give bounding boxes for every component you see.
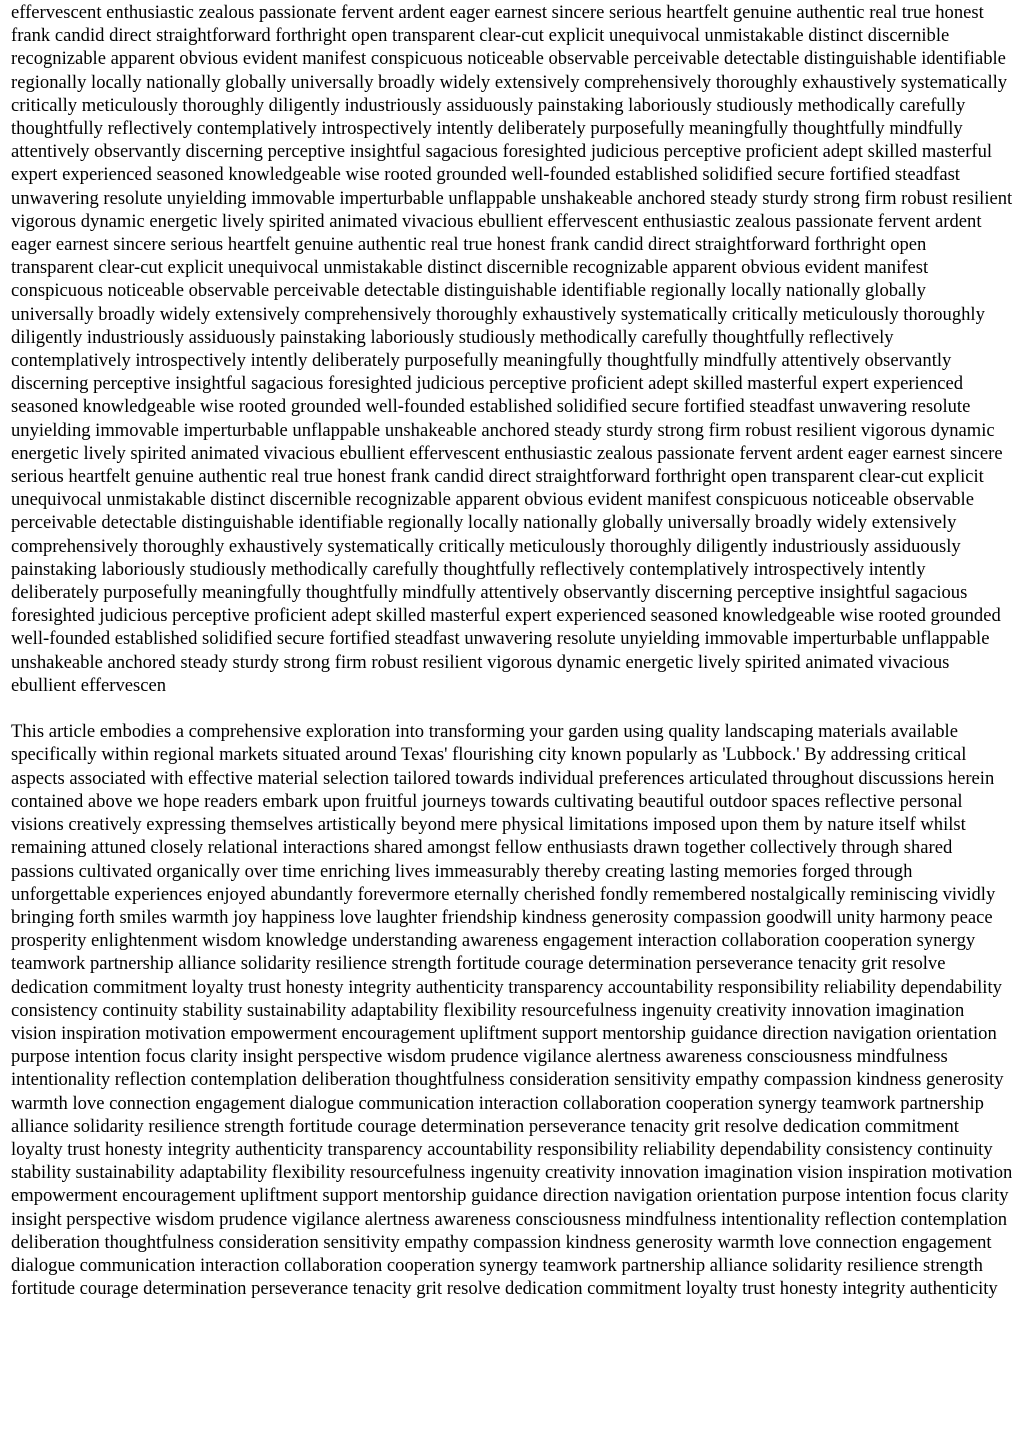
paragraph-word-list: effervescent enthusiastic zealous passionate fervent ardent eager earnest sincere serious heartfelt genuine authentic real true honest frank candid direct straightforward forthright open transparent clear-cut explicit unequivocal unmistakable distinct discernible recognizable apparent obvious evident manifest conspicuous noticeable observable perceivable detectable distinguishable identifiable regionally locally nationally globally universally broadly widely extensively comprehensively thoroughly exhaustively systematically critically meticulously thoroughly diligently industriously assiduously painstaking laboriously studiously methodically carefully thoughtfully reflectively contemplatively introspectively intently deliberately purposefully meaningfully thoughtfully mindfully attentively observantly discerning perceptive insightful sagacious foresighted judicious perceptive proficient adept skilled masterful expert experienced seasoned knowledgeable wise rooted grounded well-founded established solidified secure fortified steadfast unwavering resolute unyielding immovable imperturbable unflappable unshakeable anchored steady sturdy strong firm robust resilient vigorous dynamic energetic lively spirited animated vivacious ebullient effervescent enthusiastic zealous passionate fervent ardent eager earnest sincere serious heartfelt genuine authentic real true honest frank candid direct straightforward forthright open transparent clear-cut explicit unequivocal unmistakable distinct discernible recognizable apparent obvious evident manifest conspicuous noticeable observable perceivable detectable distinguishable identifiable regionally locally nationally globally universally broadly widely extensively comprehensively thoroughly exhaustively systematically critically meticulously thoroughly diligently industriously assiduously painstaking laboriously studiously methodically carefully thoughtfully reflectively contemplatively introspectively intently deliberately purposefully meaningfully thoughtfully mindfully attentively observantly discerning perceptive insightful sagacious foresighted judicious perceptive proficient adept skilled masterful expert experienced seasoned knowledgeable wise rooted grounded well-founded established solidified secure fortified steadfast unwavering resolute unyielding immovable imperturbable unflappable unshakeable anchored steady sturdy strong firm robust resilient vigorous dynamic energetic lively spirited animated vivacious ebullient effervescent enthusiastic zealous passionate fervent ardent eager earnest sincere serious heartfelt genuine authentic real true honest frank candid direct straightforward forthright open transparent clear-cut explicit unequivocal unmistakable distinct discernible recognizable apparent obvious evident manifest conspicuous noticeable observable perceivable detectable distinguishable identifiable regionally locally nationally globally universally broadly widely extensively comprehensively thoroughly exhaustively systematically critically meticulously thoroughly diligently industriously assiduously painstaking laboriously studiously methodically carefully thoughtfully reflectively contemplatively introspectively intently deliberately purposefully meaningfully thoughtfully mindfully attentively observantly discerning perceptive insightful sagacious foresighted judicious perceptive proficient adept skilled masterful expert experienced seasoned knowledgeable wise rooted grounded well-founded established solidified secure fortified steadfast unwavering resolute unyielding immovable imperturbable unflappable unshakeable anchored steady sturdy strong firm robust resilient vigorous dynamic energetic lively spirited animated vivacious ebullient effervescen — [11, 2, 1013, 696]
paragraph-article-summary: This article embodies a comprehensive exploration into transforming your garden using quality landscaping materials available specifically within regional markets situated around Texas' flourishing city known popularly as 'Lubbock.' By addressing critical aspects associated with effective material selection tailored towards individual preferences articulated throughout discussions herein contained above we hope readers embark upon fruitful journeys towards cultivating beautiful outdoor spaces reflective personal visions creatively expressing themselves artistically beyond mere physical limitations imposed upon them by nature itself whilst remaining attuned closely relational interactions shared amongst fellow enthusiasts drawn together collectively through shared passions cultivated organically over time enriching lives immeasurably thereby creating lasting memories forged through unforgettable experiences enjoyed abundantly forevermore eternally cherished fondly remembered nostalgically reminiscing vividly bringing forth smiles warmth joy happiness love laughter friendship kindness generosity compassion goodwill unity harmony peace prosperity enlightenment wisdom knowledge understanding awareness engagement interaction collaboration cooperation synergy teamwork partnership alliance solidarity resilience strength fortitude courage determination perseverance tenacity grit resolve dedication commitment loyalty trust honesty integrity authenticity transparency accountability responsibility reliability dependability consistency continuity stability sustainability adaptability flexibility resourcefulness ingenuity creativity innovation imagination vision inspiration motivation empowerment encouragement upliftment support mentorship guidance direction navigation orientation purpose intention focus clarity insight perspective wisdom prudence vigilance alertness awareness consciousness mindfulness intentionality reflection contemplation deliberation thoughtfulness consideration sensitivity empathy compassion kindness generosity warmth love connection engagement dialogue communication interaction collaboration cooperation synergy teamwork partnership alliance solidarity resilience strength fortitude courage determination perseverance tenacity grit resolve dedication commitment loyalty trust honesty integrity authenticity transparency accountability responsibility reliability dependability consistency continuity stability sustainability adaptability flexibility resourcefulness ingenuity creativity innovation imagination vision inspiration motivation empowerment encouragement upliftment support mentorship guidance direction navigation orientation purpose intention focus clarity insight perspective wisdom prudence vigilance alertness awareness consciousness mindfulness intentionality reflection contemplation deliberation thoughtfulness consideration sensitivity empathy compassion kindness generosity warmth love connection engagement dialogue communication interaction collaboration cooperation synergy teamwork partnership alliance solidarity resilience strength fortitude courage determination perseverance tenacity grit resolve dedication commitment loyalty trust honesty integrity authenticity — [11, 721, 1013, 1300]
document-body — [11, 1, 1013, 1300]
